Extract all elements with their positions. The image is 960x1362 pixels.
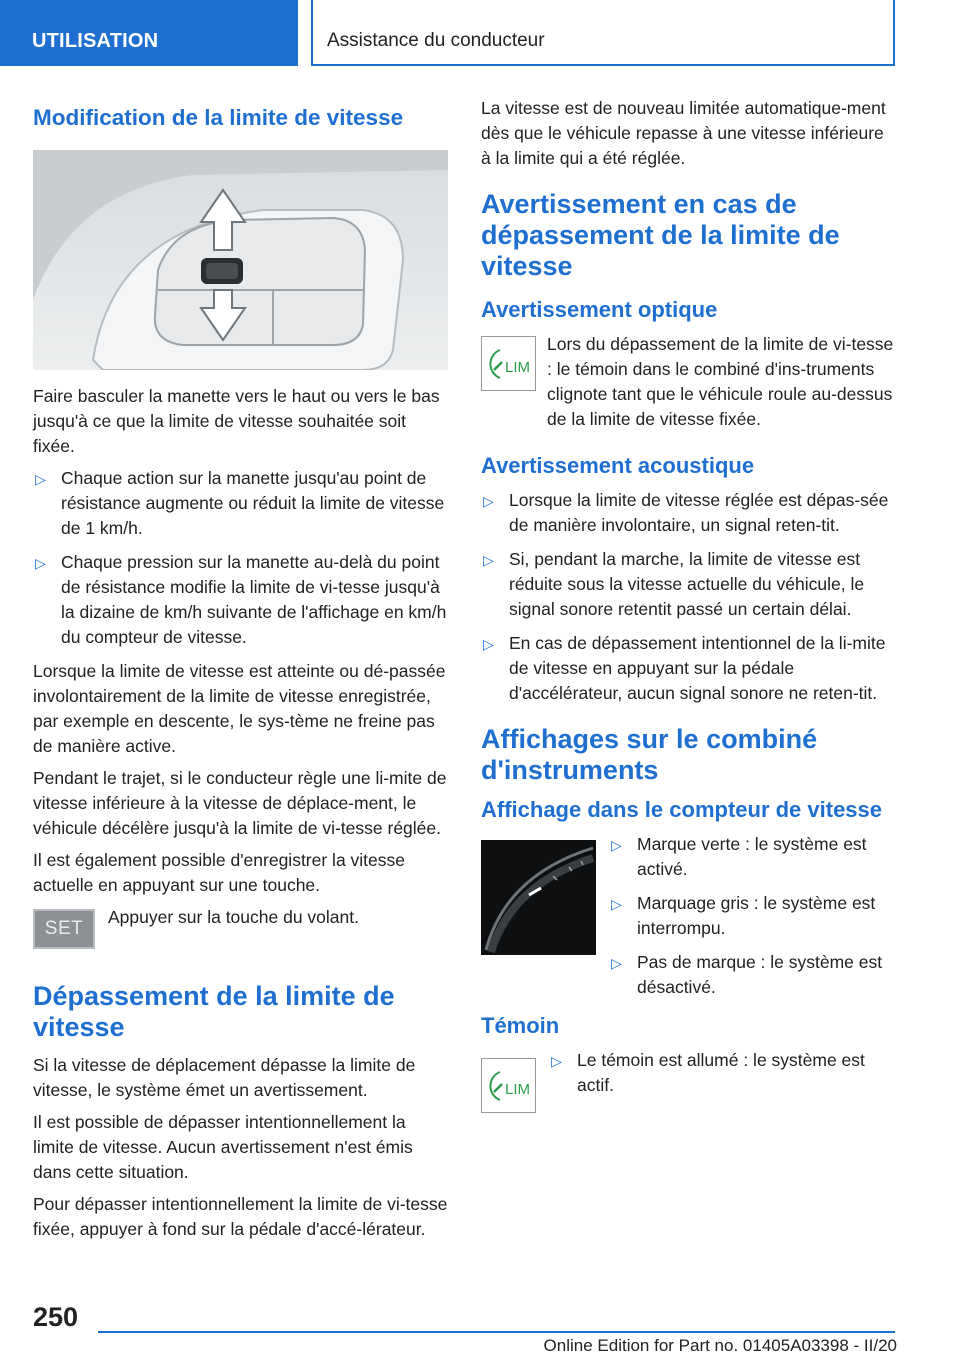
triangle-bullet-icon: ▷ <box>611 896 622 912</box>
paragraph: Pour dépasser intentionnellement la limite de vi‐tesse fixée, appuyer à fond sur la pédale d'accé‐lérateur. <box>33 1194 448 1239</box>
speedometer-row <box>481 832 896 1002</box>
paragraph: Si la vitesse de déplacement dépasse la limite de vitesse, le système émet un avertissement. <box>33 1055 416 1100</box>
svg-text:LIM: LIM <box>505 359 531 376</box>
optical-warning-text: Lors du dépassement de la limite de vi‐tesse : le témoin dans le combiné d'ins‐truments clignote tant que le véhicule roule au-dessus de la limite de vitesse fixée. <box>547 334 894 429</box>
speedometer-marking-image <box>481 840 596 955</box>
edition-note: Online Edition for Part no. 01405A03398 - II/20 <box>543 1336 897 1355</box>
indicator-row <box>481 1048 896 1118</box>
section-heading-modify-limit: Modification de la limite de vitesse <box>33 105 404 130</box>
list-item: ▷ Lorsque la limite de vitesse réglée est dépas‐sée de manière involontaire, un signal reten‐tit. <box>483 490 889 535</box>
triangle-bullet-icon: ▷ <box>35 471 46 487</box>
paragraph: Il est également possible d'enregistrer la vitesse actuelle en appuyant sur une touche. <box>33 850 406 895</box>
triangle-bullet-icon: ▷ <box>611 955 622 971</box>
page-number: 250 <box>33 1302 79 1332</box>
footer-divider <box>98 1331 895 1333</box>
triangle-bullet-icon: ▷ <box>611 837 622 853</box>
optical-warning-row <box>481 332 896 432</box>
list-item: ▷ Marquage gris : le système est interrompu. <box>611 893 876 938</box>
list-item: ▷ Chaque action sur la manette jusqu'au point de résistance augmente ou réduit la limite de vitesse de 1 km/h. <box>35 468 445 538</box>
subheading-optical: Avertissement optique <box>481 297 718 322</box>
paragraph: La vitesse est de nouveau limitée automatique‐ment dès que le véhicule repasse à une vitesse inférieure à la limite qui a été réglée. <box>481 98 886 168</box>
subheading-acoustic: Avertissement acoustique <box>481 453 755 478</box>
section-tab: UTILISATION <box>0 0 298 66</box>
list-item: ▷ Le témoin est allumé : le système est actif. <box>551 1050 865 1095</box>
list-item: ▷ Si, pendant la marche, la limite de vitesse est réduite sous la vitesse actuelle du véhicule, le signal sonore retentit passé un certain délai. <box>483 549 865 619</box>
svg-text:LIM: LIM <box>505 1081 531 1098</box>
paragraph: Pendant le trajet, si le conducteur règle une li‐mite de vitesse inférieure à la vitesse de déplace‐ment, le véhicule décélère jusqu'à la limite de vi‐tesse réglée. <box>33 768 447 838</box>
paragraph: Faire basculer la manette vers le haut ou vers le bas jusqu'à ce que la limite de vitesse souhaitée soit fixée. <box>33 386 440 456</box>
section-heading-exceeding: Dépassement de la limite de vitesse <box>33 981 395 1042</box>
list-item: ▷ Chaque pression sur la manette au-delà du point de résistance modifie la limite de vi‐tesse jusqu'à la dizaine de km/h suivante de l'affichage en km/h du compteur de vitesse. <box>35 552 447 647</box>
triangle-bullet-icon: ▷ <box>483 552 494 568</box>
section-heading-displays: Affichages sur le combiné d'instruments <box>481 724 818 785</box>
triangle-bullet-icon: ▷ <box>483 636 494 652</box>
triangle-bullet-icon: ▷ <box>35 555 46 571</box>
bullet-list <box>33 466 448 650</box>
lim-indicator-icon <box>481 1058 536 1113</box>
triangle-bullet-icon: ▷ <box>551 1053 562 1069</box>
indicator-list <box>481 1048 896 1098</box>
subheading-indicator: Témoin <box>481 1013 560 1038</box>
acoustic-list <box>481 488 896 706</box>
set-button-row <box>33 905 448 961</box>
left-column <box>33 96 448 1249</box>
section-heading-warning: Avertissement en cas de dépassement de la limite de vitesse <box>481 189 840 281</box>
subheading-speedometer: Affichage dans le compteur de vitesse <box>481 797 883 822</box>
triangle-bullet-icon: ▷ <box>483 493 494 509</box>
lim-indicator-icon <box>481 336 536 391</box>
right-column <box>481 96 896 1118</box>
steering-wheel-switch-photo <box>33 150 448 370</box>
paragraph: Il est possible de dépasser intentionnellement la limite de vitesse. Aucun avertissement n'est émis dans cette situation. <box>33 1112 413 1182</box>
list-item: ▷ Pas de marque : le système est désactivé. <box>611 952 883 997</box>
paragraph: Lorsque la limite de vitesse est atteinte ou dé‐passée involontairement de la limite de vitesse enregistrée, par exemple en descente, le sys‐tème ne freine pas de manière active. <box>33 661 446 756</box>
chapter-title: Assistance du conducteur <box>311 0 895 66</box>
set-instruction: Appuyer sur la touche du volant. <box>108 907 359 927</box>
set-button-icon: SET <box>33 909 95 949</box>
list-item: ▷ En cas de dépassement intentionnel de la li‐mite de vitesse en appuyant sur la pédale d'accélérateur, aucun signal sonore ne reten‐tit. <box>483 633 886 703</box>
list-item: ▷ Marque verte : le système est activé. <box>611 834 867 879</box>
